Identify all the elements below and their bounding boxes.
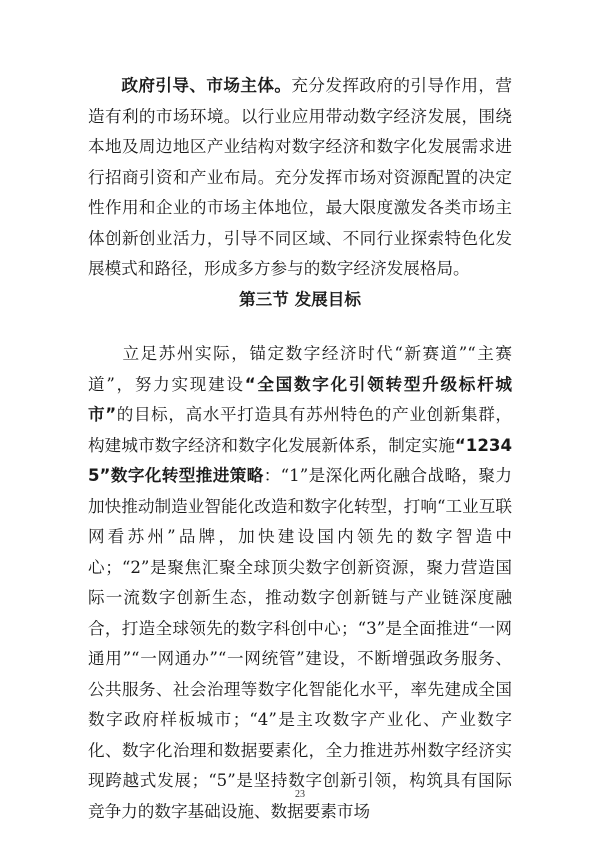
paragraph-goals <box>88 339 512 827</box>
section-heading: 第三节 发展目标 <box>239 290 361 309</box>
paragraph-lead: 政府引导、市场主体。 <box>121 76 292 95</box>
goals-text-2: 的目标，高水平打造具有苏州特色的产业创新集群，构建城市数字经济和数字化发展新体系，制定实施 <box>88 405 513 455</box>
paragraph-principle <box>88 71 512 285</box>
goals-text-3: ：“1”是深化两化融合战略，聚力加快推动制造业智能化改造和数字化转型，打响“工业互联网看苏州”品牌，加快建设国内领先的数字智造中心；“2”是聚焦汇聚全球顶尖数字创新资源，聚力营造国际一流数字创新生态，推动数字创新链与产业链深度融合，打造全球领先的数字科创中心；“3”是全面推进“一网通用”“一网通办”“一网统管”建设，不断增强政务服务、公共服务、社会治理等数字化智能化水平，率先建成全国数字政府样板城市；“4”是主攻数字产业化、产业数字化、数字化治理和数据要素化，全力推进苏州数字经济实现跨越式发展；“5”是坚持数字创新引领，构筑具有国际竞争力的数字基础设施、数据要素市场 <box>88 466 513 821</box>
goals-text-1: 立足苏州实际，锚定数字经济时代“新赛道”“主赛道”，努力实现建设 <box>88 344 512 394</box>
page-number: 23 <box>295 789 305 800</box>
goals-bold-2: “12345”数字化转型推进策略 <box>88 435 512 485</box>
goals-bold-1: “全国数字化引领转型升级标杆城市” <box>88 374 513 424</box>
paragraph-body: 充分发挥政府的引导作用，营造有利的市场环境。以行业应用带动数字经济发展，围绕本地及周边地区产业结构对数字经济和数字化发展需求进行招商引资和产业布局。充分发挥市场对资源配置的决定性作用和企业的市场主体地位，最大限度激发各类市场主体创新创业活力，引导不同区域、不同行业探索特色化发展模式和路径，形成多方参与的数字经济发展格局。 <box>88 76 512 278</box>
